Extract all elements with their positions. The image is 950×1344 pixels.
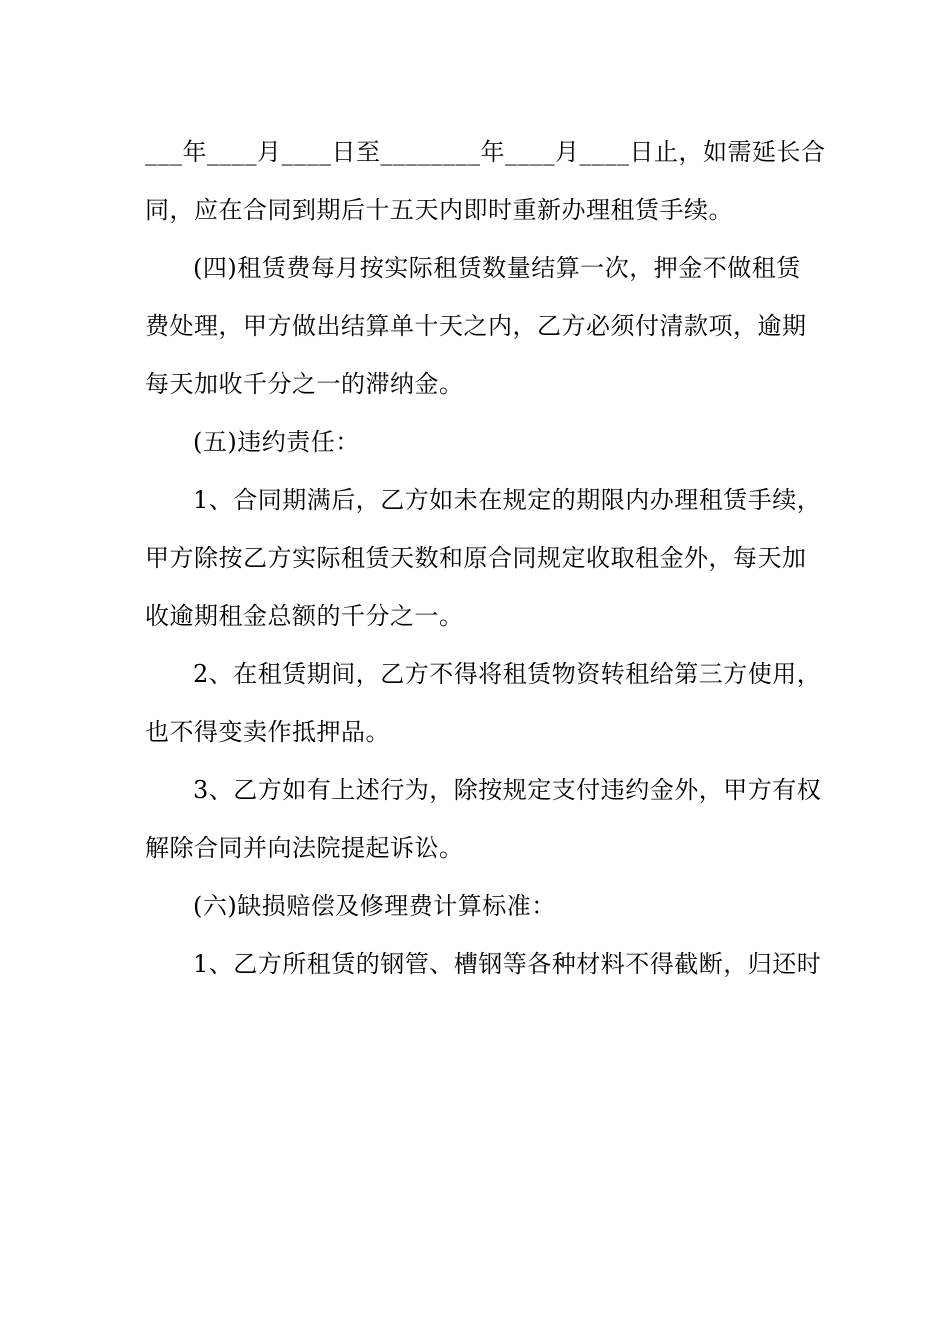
text-line-5: 每天加收千分之一的滞纳金。 <box>145 370 464 398</box>
text-line-13: 解除合同并向法院提起诉讼。 <box>145 834 464 862</box>
text-line-12: 3、乙方如有上述行为，除按规定支付违约金外，甲方有权 <box>193 776 822 804</box>
text-line-2: 同，应在合同到期后十五天内即时重新办理租赁手续。 <box>145 196 733 224</box>
text-line-11: 也不得变卖作抵押品。 <box>145 718 390 746</box>
text-line-10: 2、在租赁期间，乙方不得将租赁物资转租给第三方使用， <box>193 660 822 688</box>
text-line-6: (五)违约责任： <box>193 428 360 456</box>
text-line-1: ___年____月____日至________年____月____日止，如需延长合 <box>145 138 826 166</box>
text-line-3: (四)租赁费每月按实际租赁数量结算一次，押金不做租赁 <box>193 254 801 282</box>
text-line-15: 1、乙方所租赁的钢管、槽钢等各种材料不得截断，归还时 <box>193 950 822 978</box>
text-line-4: 费处理，甲方做出结算单十天之内，乙方必须付清款项，逾期 <box>145 312 807 340</box>
text-line-14: (六)缺损赔偿及修理费计算标准： <box>193 892 556 920</box>
document-body <box>145 128 826 998</box>
text-line-7: 1、合同期满后，乙方如未在规定的期限内办理租赁手续， <box>193 486 822 514</box>
text-line-9: 收逾期租金总额的千分之一。 <box>145 602 464 630</box>
text-line-8: 甲方除按乙方实际租赁天数和原合同规定收取租金外，每天加 <box>145 544 807 572</box>
